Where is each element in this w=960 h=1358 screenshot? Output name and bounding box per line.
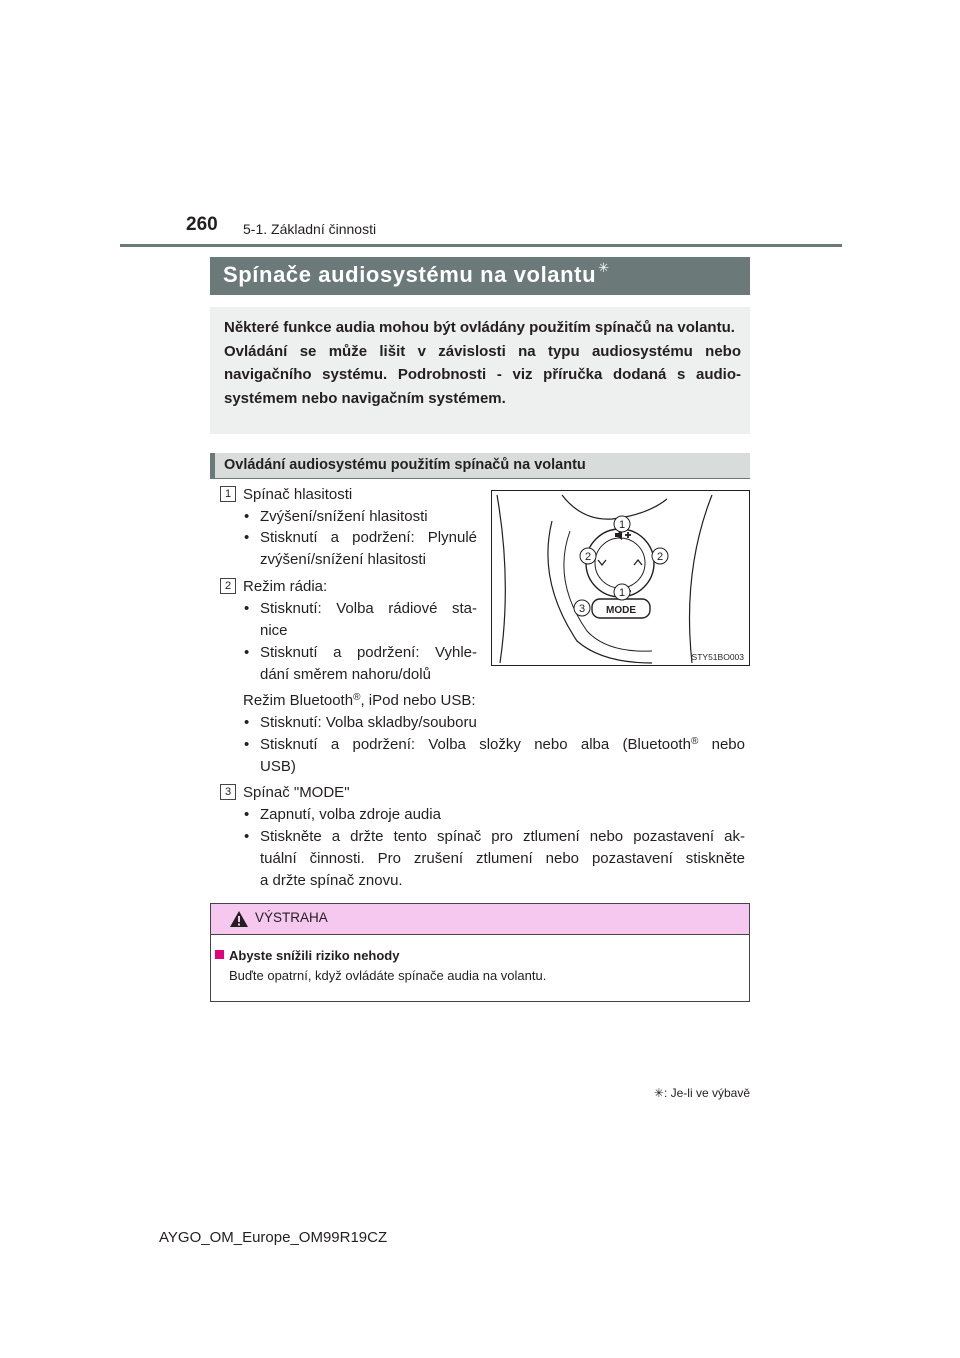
bullet: •	[244, 600, 250, 617]
list-item	[244, 734, 745, 756]
registered-mark: ®	[690, 736, 699, 747]
registered-mark: ®	[353, 692, 361, 703]
item3-bullet2-line2: tuální činnosti. Pro zrušení ztlumení nebo pozastavení stiskněte	[260, 850, 745, 867]
warning-box	[210, 903, 750, 1002]
intro-paragraph-1: Některé funkce audia mohou být ovládány použitím spínačů na volantu.	[224, 319, 735, 336]
bullet: •	[244, 828, 250, 845]
bt-bullet2-part1: Stisknutí a podržení: Volba složky nebo alba (Bluetooth	[260, 736, 691, 753]
svg-text:2: 2	[656, 551, 664, 563]
svg-text:3: 3	[578, 603, 586, 615]
subsection-bar	[210, 453, 750, 479]
header-rule	[120, 244, 842, 247]
volume-switch-center	[595, 538, 645, 588]
svg-text:1: 1	[618, 587, 626, 599]
item2-bullet2-line2: dání směrem nahoru/dolů	[260, 666, 431, 683]
warning-label: VÝSTRAHA	[255, 910, 328, 925]
bt-bullet2-part2: nebo	[698, 736, 745, 753]
item2-bullet2-line1: Stisknutí a podržení: Vyhle-	[260, 644, 477, 661]
list-item	[244, 804, 441, 826]
bullet: •	[244, 806, 250, 823]
wheel-rim-line	[497, 495, 505, 663]
bullet: •	[244, 644, 250, 661]
wheel-rim-right	[690, 495, 713, 663]
asterisk-mark: ✳	[598, 260, 610, 275]
item1-bullet2-line2: zvýšení/snížení hlasitosti	[260, 551, 426, 568]
callout-1-top	[614, 516, 630, 532]
steering-wheel-drawing	[492, 491, 749, 665]
list-item	[244, 506, 477, 528]
callout-2-left	[580, 548, 596, 564]
intro-paragraph-2: Ovládání se může lišit v závislosti na typu audiosystému nebo navigačního systému. Podrobnosti - viz příručka dodaná s audio-systémem nebo navigačním systémem.	[224, 342, 741, 407]
footnote-text: : Je-li ve výbavě	[663, 1086, 750, 1100]
item3-title: Spínač "MODE"	[243, 784, 350, 801]
svg-text:2: 2	[584, 551, 592, 563]
list-item	[244, 527, 477, 549]
item3-bullet2-line3: a držte spínač znovu.	[260, 872, 403, 889]
bt-title-part2: , iPod nebo USB:	[360, 692, 476, 709]
bt-title-part1: Režim Bluetooth	[243, 692, 354, 709]
warning-item-square	[215, 950, 224, 959]
warning-item-title: Abyste snížili riziko nehody	[229, 948, 400, 963]
item2-bullet1-line2: nice	[260, 622, 288, 639]
item2-bullet1-line1: Stisknutí: Volba rádiové sta-	[260, 600, 477, 617]
bullet: •	[244, 714, 250, 731]
warning-item-text: Buďte opatrní, když ovládáte spínače audia na volantu.	[229, 968, 547, 983]
page-title-text: Spínače audiosystému na volantu	[223, 262, 597, 287]
list-item	[244, 598, 477, 620]
callout-1-bottom	[614, 584, 630, 600]
list-item	[244, 712, 477, 734]
item1-bullet2-line1: Stisknutí a podržení: Plynulé	[260, 529, 477, 546]
item1-title: Spínač hlasitosti	[243, 486, 353, 503]
wheel-spoke-top	[562, 495, 667, 519]
footnote-mark: ✳	[653, 1086, 664, 1100]
footer-doc-id: AYGO_OM_Europe_OM99R19CZ	[159, 1229, 388, 1246]
bt-bullet2-line2: USB)	[260, 758, 296, 775]
item3-bullet1: Zapnutí, volba zdroje audia	[260, 806, 441, 823]
bullet: •	[244, 529, 250, 546]
svg-text:1: 1	[618, 519, 626, 531]
item-number-3: 3	[220, 784, 236, 800]
footnote	[640, 1086, 750, 1100]
steering-switch-illustration	[491, 490, 750, 666]
mode-button-label: MODE	[606, 605, 636, 616]
subsection-title: Ovládání audiosystému použitím spínačů na volantu	[224, 457, 586, 473]
bt-bullet1: Stisknutí: Volba skladby/souboru	[260, 714, 477, 731]
bluetooth-mode-title	[243, 690, 476, 712]
illustration-code: STY51BO003	[691, 652, 744, 662]
page-number: 260	[186, 214, 218, 235]
item1-bullet1: Zvýšení/snížení hlasitosti	[260, 508, 428, 525]
intro-box	[210, 307, 750, 434]
bullet: •	[244, 508, 250, 525]
item3-bullet2-line1: Stiskněte a držte tento spínač pro ztlumení nebo pozastavení ak-	[260, 828, 745, 845]
page-title	[223, 262, 610, 288]
item2-title: Režim rádia:	[243, 578, 328, 595]
callout-3	[574, 600, 590, 616]
item-number-1: 1	[220, 486, 236, 502]
list-item	[244, 642, 477, 664]
list-item	[244, 826, 745, 848]
bullet: •	[244, 736, 250, 753]
callout-2-right	[652, 548, 668, 564]
warning-triangle-icon	[229, 910, 249, 928]
section-title: 5-1. Základní činnosti	[243, 221, 377, 237]
title-bar	[210, 257, 750, 295]
warning-header	[211, 904, 749, 935]
item-number-2: 2	[220, 578, 236, 594]
